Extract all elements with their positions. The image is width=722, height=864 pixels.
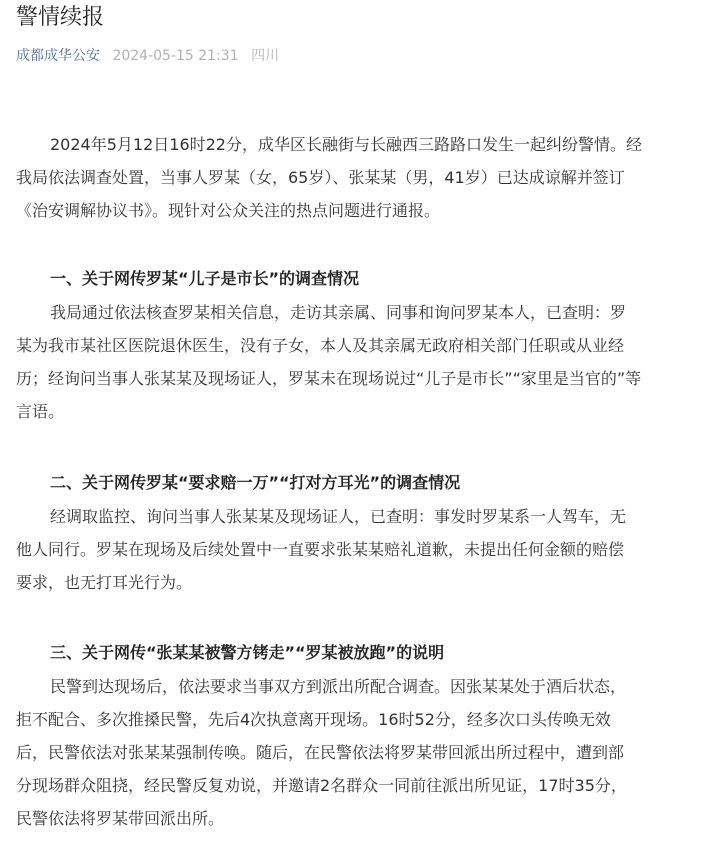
paragraph-line: 民警依法将罗某带回派出所。 (16, 809, 225, 828)
paragraph-line: 言语。 (16, 402, 65, 421)
publish-time: 2024-05-15 21:31 (112, 48, 239, 64)
article-title: 警情续报 (16, 5, 105, 30)
paragraph-line: 后，民警依法对张某某强制传唤。随后，在民警依法将罗某带回派出所过程中，遭到部 (16, 743, 625, 762)
section-3-paragraph (16, 670, 706, 835)
paragraph-line: 我局依法调查处置，当事人罗某（女，65岁）、张某某（男，41岁）已达成谅解并签订 (16, 168, 625, 187)
paragraph-line: 某为我市某社区医院退休医生，没有子女，本人及其亲属无政府相关部门任职或从业经 (16, 336, 625, 355)
publish-region: 四川 (251, 48, 280, 64)
paragraph-line: 拒不配合、多次推搡民警，先后4次执意离开现场。16时52分，经多次口头传唤无效 (16, 710, 611, 729)
section-2-paragraph (16, 500, 706, 599)
account-name-link[interactable]: 成都成华公安 (16, 48, 100, 64)
section-2-heading: 二、关于网传罗某“要求赔一万”“打对方耳光”的调查情况 (50, 473, 461, 492)
paragraph-line: 经调取监控、询问当事人张某某及现场证人，已查明：事发时罗某系一人驾车，无 (50, 507, 627, 526)
intro-paragraph (16, 128, 706, 227)
paragraph-line: 我局通过依法核查罗某相关信息，走访其亲属、同事和询问罗某本人，已查明：罗 (50, 303, 627, 322)
paragraph-line: 2024年5月12日16时22分，成华区长融街与长融西三路路口发生一起纠纷警情。经 (50, 135, 642, 154)
section-1-heading: 一、关于网传罗某“儿子是市长”的调查情况 (50, 269, 360, 288)
paragraph-line: 历；经询问当事人张某某及现场证人，罗某未在现场说过“儿子是市长”“家里是当官的”等 (16, 369, 642, 388)
article-meta (16, 46, 279, 66)
paragraph-line: 他人同行。罗某在现场及后续处置中一直要求张某某赔礼道歉，未提出任何金额的赔偿 (16, 540, 625, 559)
paragraph-line: 要求，也无打耳光行为。 (16, 573, 193, 592)
section-3-heading: 三、关于网传“张某某被警方铐走”“罗某被放跑”的说明 (50, 643, 445, 662)
paragraph-line: 分现场群众阻挠，经民警反复劝说，并邀请2名群众一同前往派出所见证，17时35分， (16, 776, 627, 795)
section-1-paragraph (16, 296, 706, 428)
paragraph-line: 民警到达现场后，依法要求当事双方到派出所配合调查。因张某某处于酒后状态， (50, 677, 627, 696)
paragraph-line: 《治安调解协议书》。现针对公众关注的热点问题进行通报。 (16, 201, 441, 220)
